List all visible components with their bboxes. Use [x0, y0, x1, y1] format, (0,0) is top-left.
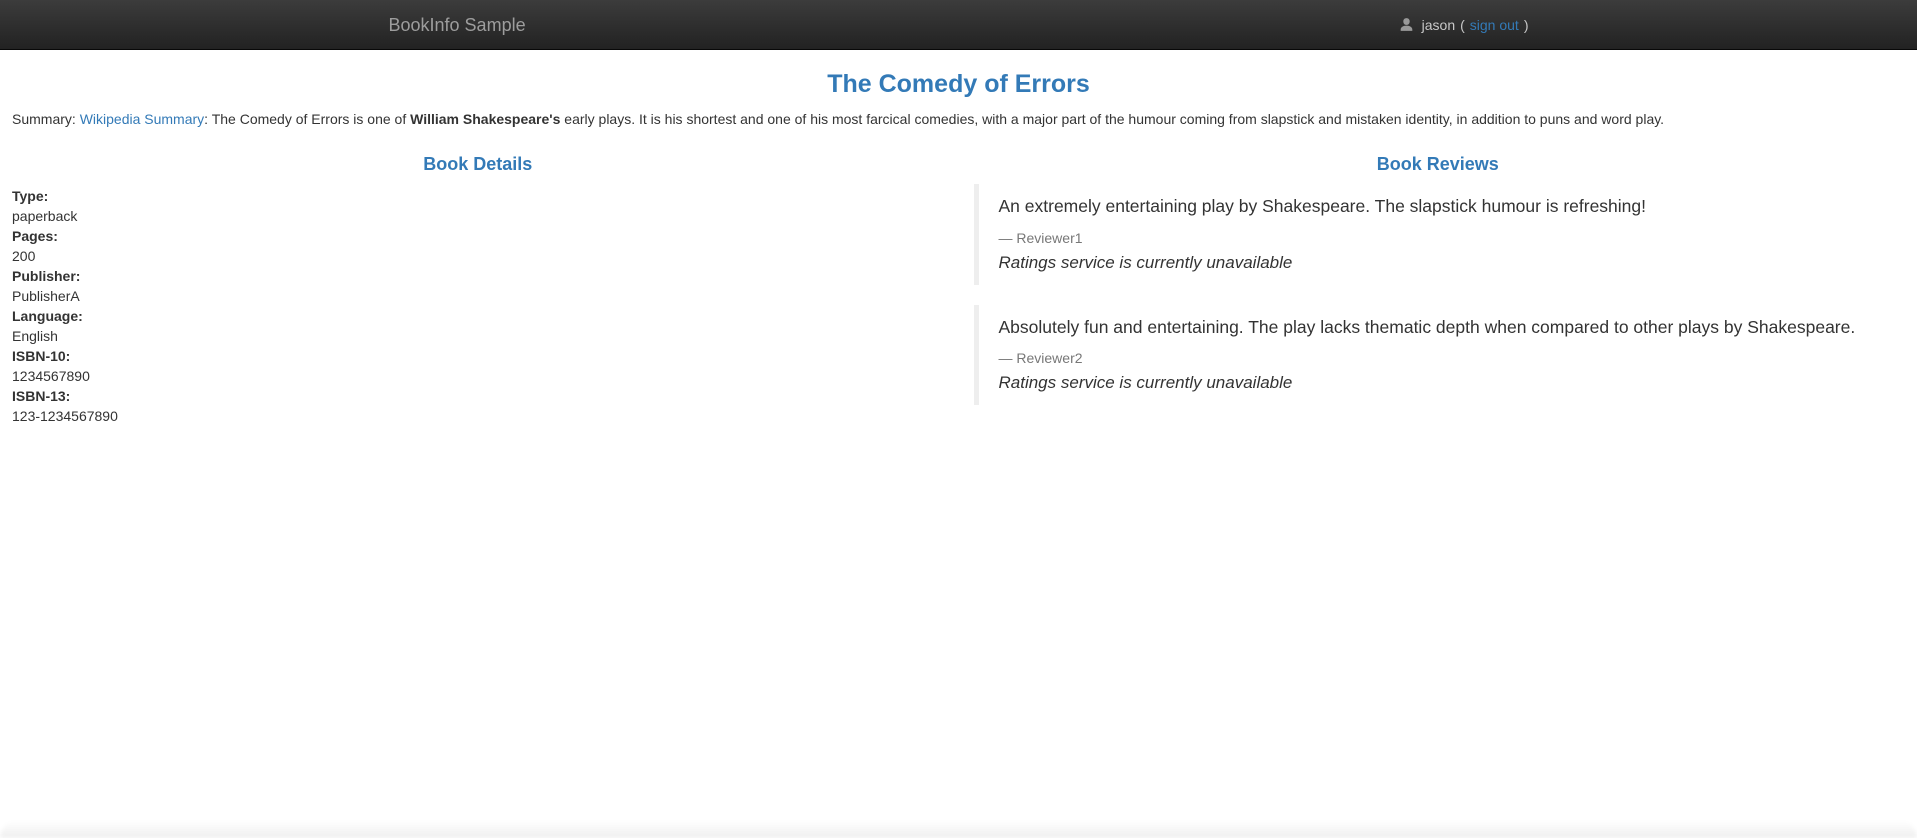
book-reviews-section [959, 141, 1917, 427]
review-author: — Reviewer2 [998, 350, 1083, 367]
detail-value-isbn10: 1234567890 [12, 368, 90, 385]
username-label: jason [1421, 16, 1456, 33]
detail-label-isbn10: ISBN-10: [12, 348, 71, 365]
summary-text-2: early plays. It is his shortest and one of his most farcical comedies, with a major part of the humour coming from slapstick and mistaken identity, in addition to puns and word play. [560, 110, 1665, 127]
navbar-container [374, 0, 1544, 50]
navbar [0, 0, 1917, 50]
user-menu [1399, 15, 1529, 35]
review-text: An extremely entertaining play by Shakespeare. The slapstick humour is refreshing! [998, 196, 1647, 217]
book-details-list [12, 186, 944, 426]
wikipedia-summary-link[interactable]: Wikipedia Summary [79, 110, 205, 127]
paren-close: ) [1523, 16, 1529, 33]
detail-value-publisher: PublisherA [12, 288, 80, 305]
sign-out-link[interactable]: sign out [1469, 16, 1519, 33]
detail-label-isbn13: ISBN-13: [12, 388, 71, 405]
bottom-fade-decoration [0, 821, 1917, 838]
ratings-unavailable-note: Ratings service is currently unavailable [998, 373, 1293, 393]
detail-value-type: paperback [12, 208, 78, 225]
detail-value-pages: 200 [12, 248, 36, 265]
book-details-section [0, 141, 959, 427]
detail-label-publisher: Publisher: [12, 268, 81, 285]
summary-text-1: : The Comedy of Errors is one of [204, 110, 411, 127]
user-icon [1399, 17, 1414, 32]
book-summary [0, 109, 1917, 129]
product-page [0, 71, 1917, 426]
review-item-2 [974, 305, 1903, 405]
review-text: Absolutely fun and entertaining. The play lacks thematic depth when compared to other plays by Shakespeare. [998, 316, 1856, 337]
detail-label-type: Type: [12, 188, 49, 205]
detail-label-pages: Pages: [12, 228, 58, 245]
summary-label: Summary: [12, 110, 80, 127]
content-row [0, 141, 1917, 427]
app-title: BookInfo Sample [388, 15, 526, 35]
review-item-1 [974, 184, 1903, 284]
summary-author-bold: William Shakespeare's [410, 110, 561, 127]
book-details-heading: Book Details [423, 153, 533, 174]
detail-value-language: English [12, 328, 58, 345]
detail-value-isbn13: 123-1234567890 [12, 408, 118, 425]
detail-label-language: Language: [12, 308, 83, 325]
page-title: The Comedy of Errors [827, 70, 1090, 98]
book-reviews-heading: Book Reviews [1376, 153, 1499, 174]
review-author: — Reviewer1 [998, 229, 1083, 246]
paren-open: ( [1460, 16, 1465, 33]
ratings-unavailable-note: Ratings service is currently unavailable [998, 252, 1293, 272]
